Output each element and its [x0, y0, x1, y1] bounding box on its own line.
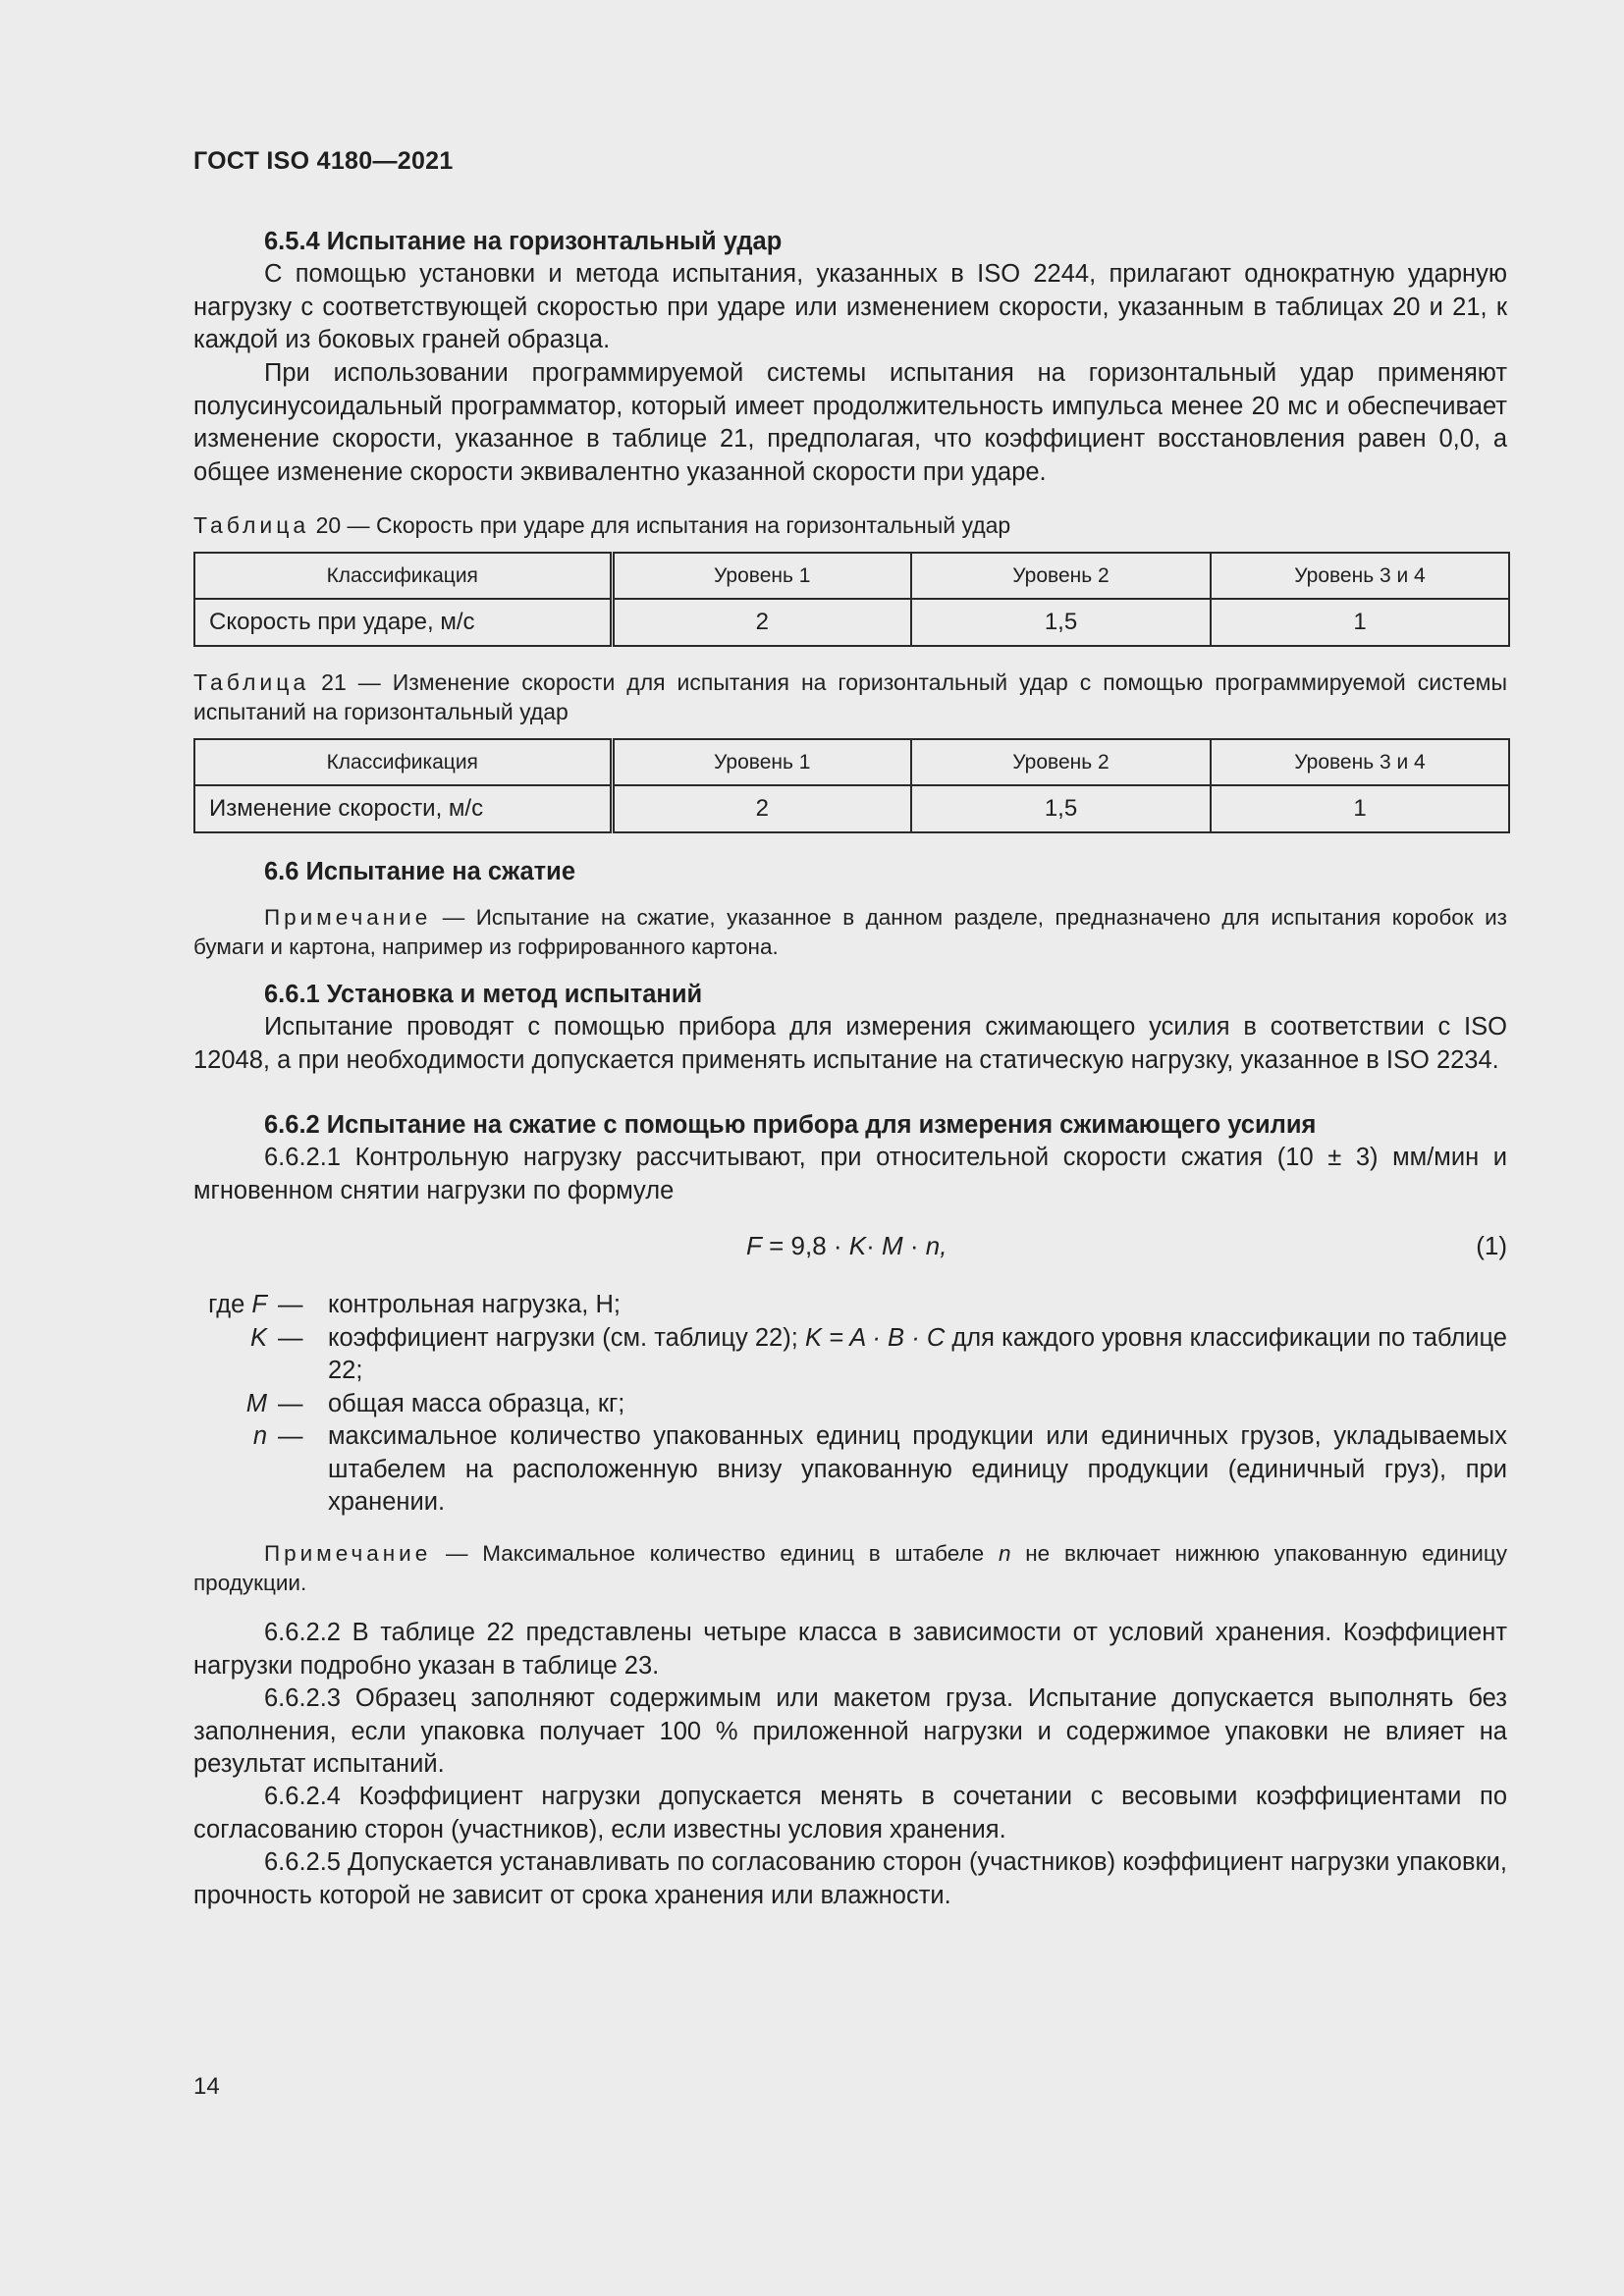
definition-text: общая масса образца, кг;: [328, 1389, 625, 1417]
definition-symbol: [193, 1388, 267, 1421]
table-21-row: [194, 785, 1509, 832]
formula-dot: ·: [902, 1231, 926, 1260]
table-20-header-cell: Уровень 1: [612, 553, 911, 599]
table-20-row: [194, 599, 1509, 646]
definition-symbol-text: K: [249, 1323, 267, 1352]
definition-text: контрольная нагрузка, Н;: [328, 1291, 621, 1318]
table-20-cell: 1: [1211, 599, 1509, 646]
section-6-6-2-2-paragraph: 6.6.2.2 В таблице 22 представлены четыре класса в зависимости от условий хранения. Коэффициент нагрузки подробно указан в таблице 23.: [193, 1619, 1507, 1680]
table-20-title: 20 — Скорость при ударе для испытания на горизонтальный удар: [315, 512, 1011, 538]
note-2-label: Примечание: [264, 1541, 432, 1566]
table-21: [193, 738, 1510, 833]
table-20-label: Таблица: [193, 512, 310, 538]
table-21-header-cell: Уровень 1: [612, 739, 911, 785]
definition-symbol: [193, 1420, 267, 1454]
table-20-cell: 2: [612, 599, 911, 646]
definition-text: максимальное количество упакованных единиц продукции или единичных грузов, укладываемых штабелем на расположенную внизу упакованную единицу продукции (единичный груз), при хранении.: [328, 1422, 1507, 1516]
table-21-header-row: [194, 739, 1509, 785]
definition-dash: —: [278, 1422, 303, 1450]
definition-item: [193, 1289, 1507, 1322]
definition-symbol: где F: [208, 1291, 267, 1318]
section-6-6-heading: 6.6 Испытание на сжатие: [264, 858, 576, 885]
definition-dash: —: [278, 1323, 303, 1352]
table-21-cell: 1: [1211, 785, 1509, 832]
formula-n: n,: [925, 1231, 947, 1260]
table-21-header-cell: Уровень 3 и 4: [1211, 739, 1509, 785]
table-21-header-cell: Уровень 2: [911, 739, 1211, 785]
definition-dash: —: [278, 1389, 303, 1417]
formula-M: M: [882, 1231, 903, 1260]
definition-text-part: коэффициент нагрузки (см. таблицу 22);: [328, 1323, 805, 1352]
definition-symbol-text: n: [252, 1422, 267, 1450]
definition-dash: —: [278, 1291, 303, 1318]
table-20: [193, 552, 1510, 647]
definition-item: [193, 1420, 1507, 1520]
section-6-6-2-4-paragraph: 6.6.2.4 Коэффициент нагрузки допускается менять в сочетании с весовыми коэффициентами по согласованию сторон (участников), если известны условия хранения.: [193, 1783, 1507, 1843]
definition-symbol: [193, 1322, 267, 1356]
table-21-cell: 2: [612, 785, 911, 832]
definition-item: [193, 1322, 1507, 1388]
note-2-text-a: — Максимальное количество единиц в штабеле: [446, 1541, 999, 1566]
table-21-header-cell: Классификация: [194, 739, 612, 785]
section-6-6-1-paragraph: Испытание проводят с помощью прибора для измерения сжимающего усилия в соответствии с ISO 12048, а при необходимости допускается применять испытание на статическую нагрузку, указанное в ISO 2234.: [193, 1013, 1507, 1074]
note-label: Примечание: [264, 905, 432, 930]
definition-item: [193, 1388, 1507, 1421]
section-6-6-2-3-paragraph: 6.6.2.3 Образец заполняют содержимым или макетом груза. Испытание допускается выполнять без заполнения, если упаковка получает 100 % приложенной нагрузки и содержимое упаковки не влияет на результат испытаний.: [193, 1684, 1507, 1778]
section-6-5-4-heading: 6.5.4 Испытание на горизонтальный удар: [264, 228, 783, 255]
definition-text: [328, 1322, 1507, 1388]
note-2-n: n: [998, 1541, 1011, 1566]
note-text: — Испытание на сжатие, указанное в данном разделе, предназначено для испытания коробок из бумаги и картона, например из гофрированного картона.: [193, 905, 1507, 959]
formula-K: K: [848, 1231, 867, 1260]
section-6-6-1-heading: 6.6.1 Установка и метод испытаний: [264, 981, 703, 1008]
definition-text-italic: K = A · B · C: [804, 1323, 946, 1352]
table-20-header-cell: Уровень 2: [911, 553, 1211, 599]
section-6-5-4-paragraph-1: С помощью установки и метода испытания, указанных в ISO 2244, прилагают однократную ударную нагрузку с соответствующей скоростью при ударе или изменением скорости, указанным в таблицах 20 и 21, к каждой из боковых граней образца.: [193, 260, 1507, 353]
section-6-6-note: [193, 903, 1507, 962]
table-20-caption: [193, 510, 1507, 540]
definition-text-part: для каждого уровня классификации по таблице 22;: [328, 1323, 1507, 1384]
section-6-5-4-paragraph-2: При использовании программируемой системы испытания на горизонтальный удар применяют полусинусоидальный программатор, который имеет продолжительность импульса менее 20 мс и обеспечивает изменение скорости, указанное в таблице 21, предполагая, что коэффициент восстановления равен 0,0, а общее изменение скорости эквивалентно указанной скорости при ударе.: [193, 359, 1507, 486]
formula-definitions: [193, 1289, 1507, 1520]
table-21-cell: 1,5: [911, 785, 1211, 832]
table-20-cell: Скорость при ударе, м/с: [194, 599, 612, 646]
section-6-6-2-5-paragraph: 6.6.2.5 Допускается устанавливать по согласованию сторон (участников) коэффициент нагрузки упаковки, прочность которой не зависит от срока хранения или влажности.: [193, 1848, 1507, 1909]
section-6-6-2-heading: 6.6.2 Испытание на сжатие с помощью прибора для измерения сжимающего усилия: [264, 1111, 1317, 1139]
formula-F: F: [746, 1231, 762, 1260]
formula-expression: [746, 1231, 947, 1261]
page-number: 14: [193, 2073, 220, 2100]
definition-symbol-text: M: [245, 1389, 267, 1417]
table-21-title: 21 — Изменение скорости для испытания на горизонтальный удар с помощью программируемой системы испытаний на горизонтальный удар: [193, 669, 1507, 724]
document-header: ГОСТ ISO 4180—2021: [193, 147, 454, 175]
table-21-cell: Изменение скорости, м/с: [194, 785, 612, 832]
table-21-caption: [193, 667, 1507, 726]
section-6-6-2-1-paragraph: 6.6.2.1 Контрольную нагрузку рассчитывают, при относительной скорости сжатия (10 ± 3) мм/мин и мгновенном снятии нагрузки по формуле: [193, 1144, 1507, 1204]
note-2-text-b: не включает нижнюю упакованную единицу продукции.: [193, 1541, 1507, 1595]
table-20-header-cell: Классификация: [194, 553, 612, 599]
formula-dot: ·: [866, 1231, 883, 1260]
table-20-cell: 1,5: [911, 599, 1211, 646]
table-20-header-row: [194, 553, 1509, 599]
note-2: [193, 1539, 1507, 1598]
table-20-header-cell: Уровень 3 и 4: [1211, 553, 1509, 599]
formula-eq: = 9,8 ·: [761, 1231, 849, 1260]
table-21-label: Таблица: [193, 669, 310, 695]
formula-number: (1): [1476, 1231, 1507, 1260]
